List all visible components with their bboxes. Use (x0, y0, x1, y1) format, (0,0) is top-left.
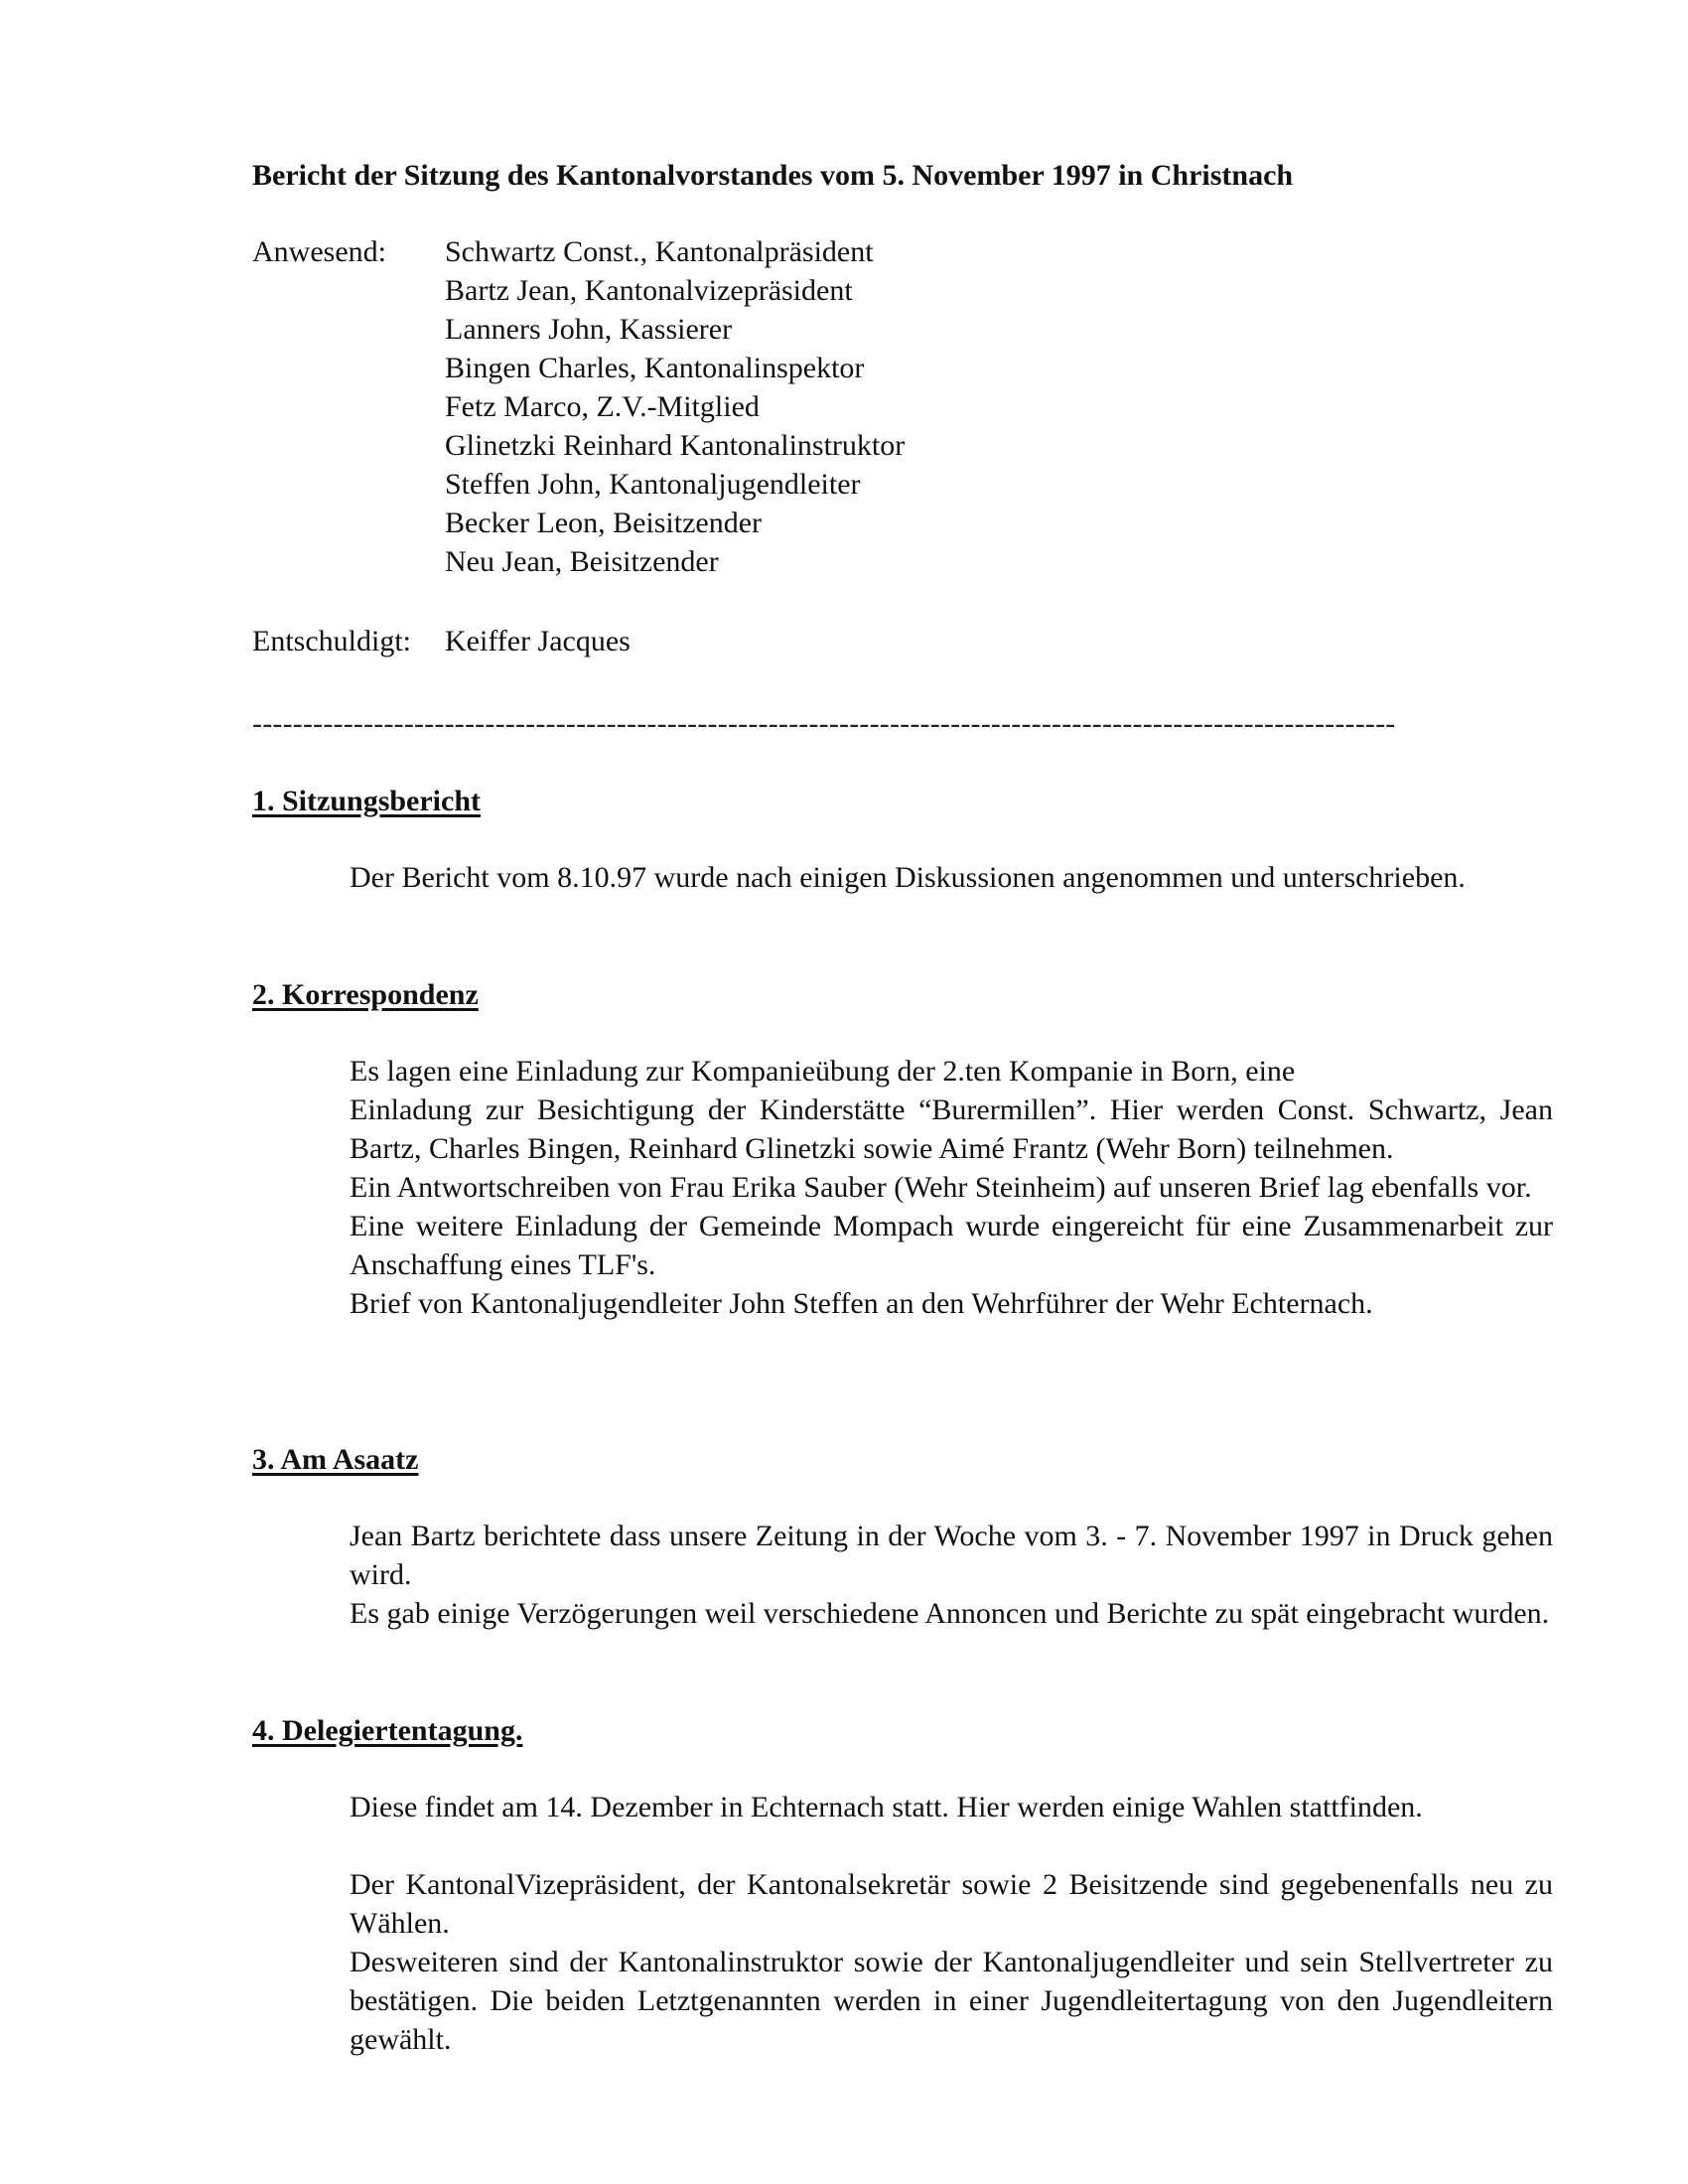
attendee: Bingen Charles, Kantonalinspektor (445, 352, 865, 384)
paragraph: Der KantonalVizepräsident, der Kantonalsekretär sowie 2 Beisitzende sind gegebenenfalls neu zu Wählen. (350, 1868, 1553, 1940)
paragraph: Jean Bartz berichtete dass unsere Zeitung in der Woche vom 3. - 7. November 1997 in Druck gehen wird. (350, 1520, 1553, 1591)
attendance-block (252, 232, 1543, 581)
section-body (350, 858, 1553, 897)
section-heading: 4. Delegiertentagung. (252, 1714, 523, 1747)
excused-row (252, 622, 1543, 660)
paragraph: Eine weitere Einladung der Gemeinde Mompach wurde eingereicht für eine Zusammenarbeit zur Anschaffung eines TLF's. (350, 1210, 1553, 1281)
section-body (350, 1517, 1553, 1633)
section-am-asaatz (252, 1440, 1553, 1633)
section-korrespondenz (252, 975, 1553, 1323)
section-sitzungsbericht (252, 782, 1553, 897)
excused-name: Keiffer Jacques (445, 625, 631, 657)
attendee: Lanners John, Kassierer (445, 313, 733, 346)
section-body (350, 1052, 1553, 1323)
section-heading: 2. Korrespondenz (252, 978, 479, 1011)
paragraph: Brief von Kantonaljugendleiter John Steffen an den Wehrführer der Wehr Echternach. (350, 1287, 1373, 1320)
paragraph: Der Bericht vom 8.10.97 wurde nach einigen Diskussionen angenommen und unterschrieben. (350, 861, 1466, 894)
attendee: Fetz Marco, Z.V.-Mitglied (445, 390, 760, 423)
attendee: Neu Jean, Beisitzender (445, 545, 719, 578)
report-title: Bericht der Sitzung des Kantonalvorstandes vom 5. November 1997 in Christnach (252, 159, 1294, 192)
section-heading: 3. Am Asaatz (252, 1443, 419, 1476)
present-list (445, 232, 905, 581)
dashed-divider: ----------------------------------------------------------------------------------------------------------------- (252, 707, 1396, 740)
excused-label: Entschuldigt: (252, 625, 411, 657)
paragraph: Einladung zur Besichtigung der Kinderstätte “Burermillen”. Hier werden Const. Schwartz, Jean Bartz, Charles Bingen, Reinhard Glinetzki sowie Aimé Frantz (Wehr Born) teilnehmen. (350, 1093, 1553, 1165)
section-heading: 1. Sitzungsbericht (252, 785, 482, 817)
attendee: Steffen John, Kantonaljugendleiter (445, 468, 861, 501)
paragraph: Es gab einige Verzögerungen weil verschiedene Annoncen und Berichte zu spät eingebracht wurden. (350, 1597, 1550, 1630)
paragraph: Desweiteren sind der Kantonalinstruktor sowie der Kantonaljugendleiter und sein Stellvertreter zu bestätigen. Die beiden Letztgenannten werden in einer Jugendleitertagung von den Jugendleitern gewählt. (350, 1946, 1553, 2056)
paragraph: Diese findet am 14. Dezember in Echternach statt. Hier werden einige Wahlen stattfinden. (350, 1791, 1423, 1823)
attendee: Schwartz Const., Kantonalpräsident (445, 235, 874, 268)
present-row (252, 232, 1543, 581)
attendee: Glinetzki Reinhard Kantonalinstruktor (445, 429, 906, 462)
attendee: Bartz Jean, Kantonalvizepräsident (445, 274, 853, 307)
present-label: Anwesend: (252, 235, 386, 268)
paragraph: Ein Antwortschreiben von Frau Erika Sauber (Wehr Steinheim) auf unseren Brief lag ebenfalls vor. (350, 1171, 1532, 1204)
attendee: Becker Leon, Beisitzender (445, 507, 763, 539)
section-delegiertentagung (252, 1711, 1553, 2059)
section-body (350, 1788, 1553, 2059)
paragraph: Es lagen eine Einladung zur Kompanieübung der 2.ten Kompanie in Born, eine (350, 1055, 1296, 1088)
